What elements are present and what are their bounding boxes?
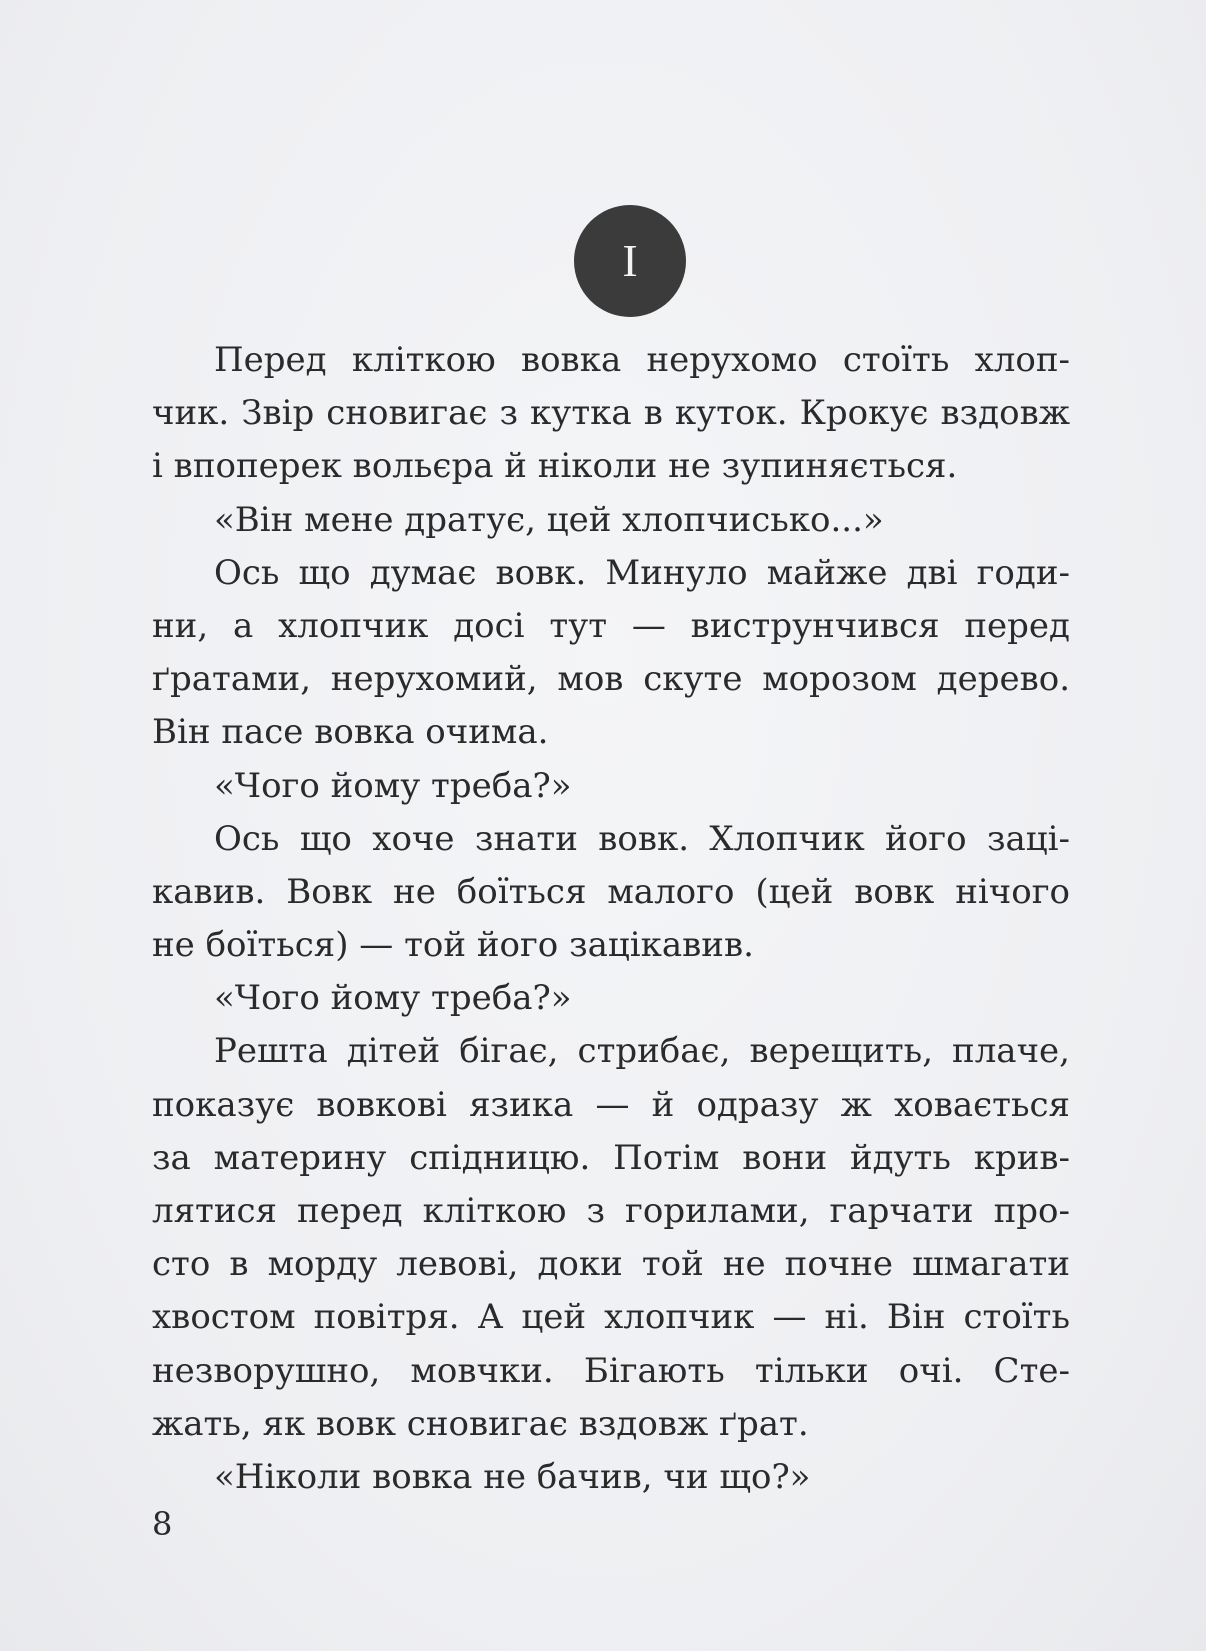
text-line: «Ніколи вовка не бачив, чи що?»: [214, 1456, 811, 1497]
chapter-numeral: I: [622, 235, 638, 286]
chapter-badge: [574, 205, 686, 317]
text-line: Перед кліткою вовка нерухомо стоїть хлоп-: [214, 340, 1070, 380]
text-line: «Чого йому треба?»: [214, 765, 572, 806]
text-line: кавив. Вовк не боїться малого (цей вовк нічого: [152, 871, 1070, 912]
text-line: показує вовкові язика — й одразу ж ховається: [152, 1084, 1070, 1125]
text-line: і впоперек вольєра й ніколи не зупиняється.: [152, 446, 958, 487]
page-number: 8: [152, 1505, 173, 1543]
text-line: сто в морду левові, доки той не почне шмагати: [152, 1244, 1070, 1285]
text-line: ни, а хлопчик досі тут — виструнчився перед: [152, 605, 1070, 646]
text-line: за материну спідницю. Потім вони йдуть крив-: [152, 1137, 1070, 1178]
text-line: лятися перед кліткою з горилами, гарчати про-: [152, 1191, 1070, 1231]
text-line: Він пасе вовка очима.: [152, 712, 549, 753]
text-line: Решта дітей бігає, стрибає, верещить, плаче,: [214, 1031, 1070, 1072]
text-line: хвостом повітря. А цей хлопчик — ні. Він стоїть: [152, 1297, 1070, 1338]
text-line: незворушно, мовчки. Бігають тільки очі. Сте-: [152, 1350, 1070, 1391]
text-line: Ось що думає вовк. Минуло майже дві годи-: [214, 552, 1070, 593]
text-line: жать, як вовк сновигає вздовж ґрат.: [152, 1403, 809, 1444]
body-text: [152, 334, 1070, 1504]
text-line: ґратами, нерухомий, мов скуте морозом дерево.: [152, 659, 1070, 700]
text-line: «Чого йому треба?»: [214, 978, 572, 1019]
text-line: не боїться) — той його зацікавив.: [152, 925, 754, 966]
text-line: «Він мене дратує, цей хлопчисько...»: [214, 499, 884, 540]
text-line: чик. Звір сновигає з кутка в куток. Крокує вздовж: [152, 393, 1070, 434]
text-line: Ось що хоче знати вовк. Хлопчик його заці-: [214, 818, 1070, 859]
